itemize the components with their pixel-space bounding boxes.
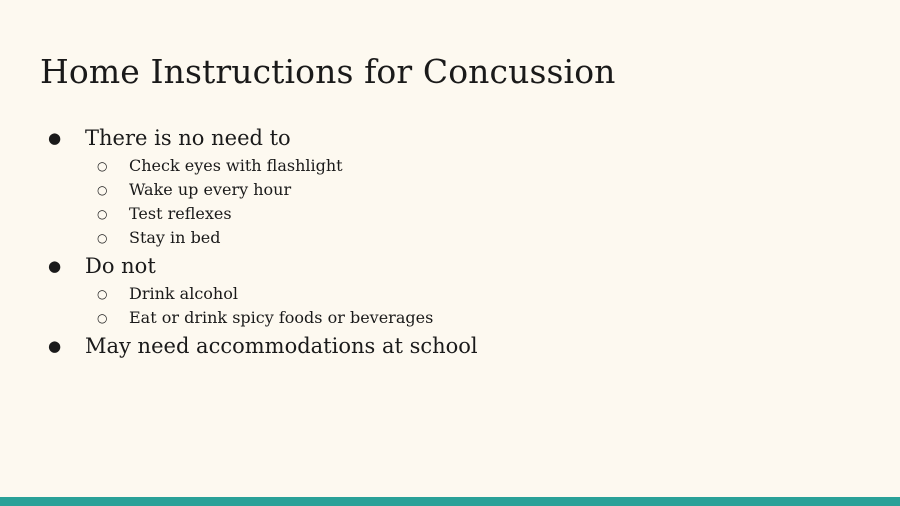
sub-item bbox=[97, 178, 478, 202]
bullet-item bbox=[48, 122, 478, 250]
bullet-dot-icon: ● bbox=[48, 256, 62, 275]
sub-list bbox=[48, 282, 478, 330]
bullet-text: May need accommodations at school bbox=[85, 333, 478, 358]
sub-item bbox=[97, 154, 478, 178]
bullet-list bbox=[48, 122, 478, 362]
sub-item-text: Test reflexes bbox=[129, 204, 232, 223]
bullet-text: There is no need to bbox=[85, 125, 291, 150]
bullet-item bbox=[48, 330, 478, 362]
bullet-dot-icon: ● bbox=[48, 336, 62, 355]
sub-item-text: Stay in bed bbox=[129, 228, 221, 247]
sub-bullet-circle-icon: ○ bbox=[97, 311, 108, 325]
sub-item-text: Wake up every hour bbox=[129, 180, 292, 199]
sub-bullet-circle-icon: ○ bbox=[97, 183, 108, 197]
sub-item-text: Drink alcohol bbox=[129, 284, 238, 303]
bullet-item bbox=[48, 250, 478, 330]
sub-list bbox=[48, 154, 478, 250]
sub-item-text: Check eyes with flashlight bbox=[129, 156, 343, 175]
sub-item bbox=[97, 226, 478, 250]
sub-bullet-circle-icon: ○ bbox=[97, 207, 108, 221]
sub-bullet-circle-icon: ○ bbox=[97, 231, 108, 245]
sub-item-text: Eat or drink spicy foods or beverages bbox=[129, 308, 434, 327]
sub-item bbox=[97, 202, 478, 226]
sub-item bbox=[97, 282, 478, 306]
slide-title: Home Instructions for Concussion bbox=[40, 52, 616, 91]
bullet-text: Do not bbox=[85, 253, 156, 278]
sub-item bbox=[97, 306, 478, 330]
accent-footer-bar bbox=[0, 497, 900, 506]
bullet-dot-icon: ● bbox=[48, 128, 62, 147]
sub-bullet-circle-icon: ○ bbox=[97, 287, 108, 301]
sub-bullet-circle-icon: ○ bbox=[97, 159, 108, 173]
